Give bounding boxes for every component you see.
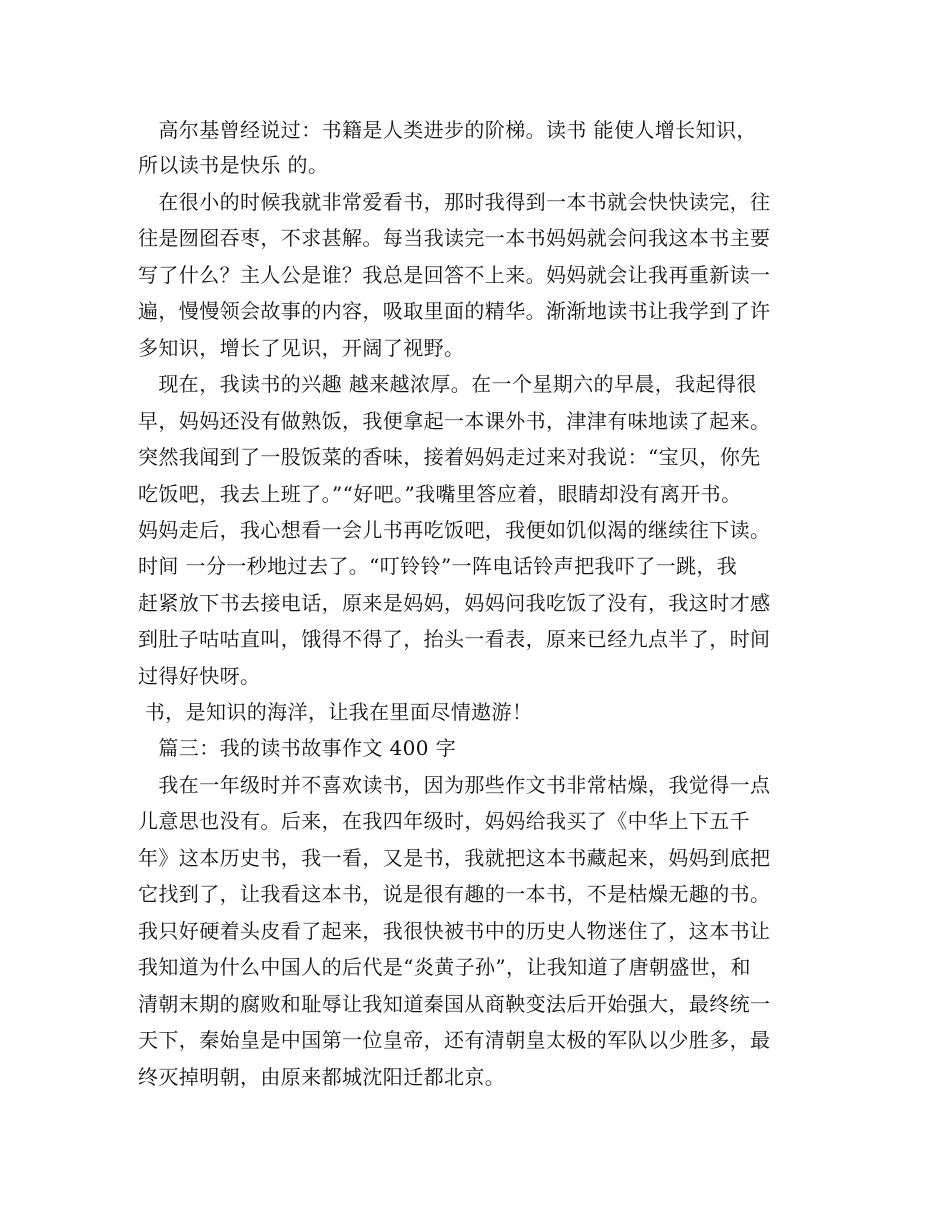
text-line: 天下，秦始皇是中国第一位皇帝，还有清朝皇太极的军队以少胜多，最 [138,1028,771,1052]
text-line: 我在一年级时并不喜欢读书，因为那些作文书非常枯燥，我觉得一点 [138,773,771,797]
text-line: 多知识，增长了见识，开阔了视野。 [138,336,465,360]
text-line: 到肚子咕咕直叫，饿得不得了，抬头一看表，原来已经九点半了，时间 [138,627,771,651]
section-heading: 篇三：我的读书故事作文 400 字 [138,736,457,760]
text-line: 往是囫囵吞枣，不求甚解。每当我读完一本书妈妈就会问我这本书主要 [138,226,771,250]
text-line: 我只好硬着头皮看了起来，我很快被书中的历史人物迷住了，这本书让 [138,919,771,943]
text-line: 吃饭吧，我去上班了。”“好吧。”我嘴里答应着，眼睛却没有离开书。 [138,482,742,506]
text-line: 终灭掉明朝，由原来都城沈阳迁都北京。 [138,1065,506,1089]
text-line: 在很小的时候我就非常爱看书，那时我得到一本书就会快快读完，往 [138,190,771,214]
text-line: 写了什么？主人公是谁？我总是回答不上来。妈妈就会让我再重新读一 [138,263,771,287]
text-line: 遍，慢慢领会故事的内容，吸取里面的精华。渐渐地读书让我学到了许 [138,299,771,323]
text-line: 书，是知识的海洋，让我在里面尽情遨游！ [138,700,533,724]
text-line: 我知道为什么中国人的后代是“炎黄子孙”，让我知道了唐朝盛世，和 [138,955,751,979]
text-line: 高尔基曾经说过：书籍是人类进步的阶梯。读书 能使人增长知识， [138,118,757,142]
text-line: 突然我闻到了一股饭菜的香味，接着妈妈走过来对我说：“宝贝，你先 [138,445,761,469]
text-line: 年》这本历史书，我一看，又是书，我就把这本书藏起来，妈妈到底把 [138,846,771,870]
text-line: 妈妈走后，我心想看一会儿书再吃饭吧，我便如饥似渴的继续往下读。 [138,518,771,542]
text-line: 现在，我读书的兴趣 越来越浓厚。在一个星期六的早晨，我起得很 [138,372,757,396]
text-line: 早，妈妈还没有做熟饭，我便拿起一本课外书，津津有味地读了起来。 [138,409,771,433]
text-line: 过得好快呀。 [138,664,261,688]
text-line: 所以读书是快乐 的。 [138,153,329,177]
text-line: 时间 一分一秒地过去了。“叮铃铃”一阵电话铃声把我吓了一跳，我 [138,554,738,578]
text-line: 赶紧放下书去接电话，原来是妈妈，妈妈问我吃饭了没有，我这时才感 [138,591,771,615]
text-line: 儿意思也没有。后来，在我四年级时，妈妈给我买了《中华上下五千 [138,809,750,833]
text-line: 它找到了，让我看这本书，说是很有趣的一本书，不是枯燥无趣的书。 [138,882,771,906]
text-line: 清朝末期的腐败和耻辱让我知道秦国从商鞅变法后开始强大，最终统一 [138,992,771,1016]
